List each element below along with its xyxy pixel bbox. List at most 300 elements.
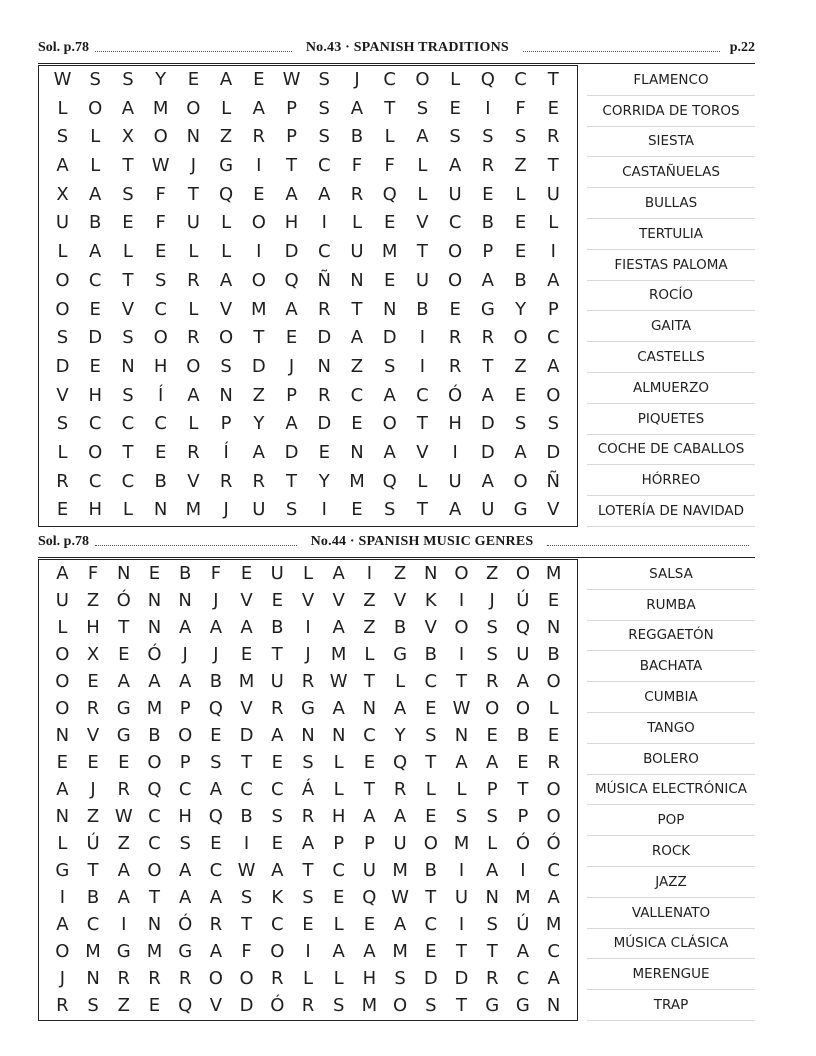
grid-letter[interactable]: A bbox=[547, 355, 560, 377]
grid-letter[interactable]: L bbox=[548, 212, 559, 234]
grid-letter[interactable]: D bbox=[251, 355, 266, 377]
grid-letter[interactable]: N bbox=[219, 384, 233, 406]
grid-letter[interactable]: A bbox=[89, 183, 102, 205]
grid-letter[interactable]: B bbox=[209, 671, 223, 692]
grid-letter[interactable]: Z bbox=[486, 563, 499, 584]
grid-letter[interactable]: E bbox=[384, 212, 396, 234]
grid-letter[interactable]: S bbox=[425, 725, 437, 746]
grid-letter[interactable]: V bbox=[332, 590, 345, 611]
grid-letter[interactable]: E bbox=[56, 499, 69, 521]
grid-letter[interactable]: F bbox=[515, 97, 526, 119]
grid-letter[interactable]: J bbox=[90, 779, 96, 800]
grid-letter[interactable]: S bbox=[332, 995, 345, 1016]
grid-letter[interactable]: D bbox=[284, 441, 299, 463]
grid-letter[interactable]: L bbox=[384, 126, 395, 148]
grid-letter[interactable]: L bbox=[333, 779, 344, 800]
grid-letter[interactable]: O bbox=[55, 644, 70, 665]
grid-letter[interactable]: E bbox=[384, 269, 396, 291]
grid-letter[interactable]: N bbox=[121, 355, 135, 377]
grid-letter[interactable]: L bbox=[417, 183, 428, 205]
grid-letter[interactable]: V bbox=[209, 995, 223, 1016]
grid-letter[interactable]: S bbox=[302, 752, 314, 773]
grid-letter[interactable]: C bbox=[317, 241, 331, 263]
grid-letter[interactable]: L bbox=[417, 155, 428, 177]
grid-letter[interactable]: M bbox=[361, 995, 378, 1016]
grid-letter[interactable]: S bbox=[486, 644, 498, 665]
grid-letter[interactable]: T bbox=[148, 887, 160, 908]
grid-letter[interactable]: V bbox=[393, 590, 407, 611]
grid-letter[interactable]: C bbox=[88, 269, 102, 291]
grid-letter[interactable]: E bbox=[547, 97, 559, 119]
grid-letter[interactable]: T bbox=[547, 155, 559, 177]
grid-letter[interactable]: S bbox=[383, 355, 396, 377]
grid-letter[interactable]: C bbox=[363, 725, 376, 746]
grid-letter[interactable]: F bbox=[351, 155, 363, 177]
grid-letter[interactable]: A bbox=[318, 183, 331, 205]
grid-letter[interactable]: O bbox=[546, 806, 561, 827]
grid-letter[interactable]: E bbox=[271, 590, 283, 611]
grid-letter[interactable]: L bbox=[188, 298, 199, 320]
grid-letter[interactable]: O bbox=[55, 671, 70, 692]
grid-letter[interactable]: T bbox=[425, 752, 437, 773]
grid-letter[interactable]: S bbox=[56, 327, 69, 349]
grid-letter[interactable]: L bbox=[221, 97, 232, 119]
grid-letter[interactable]: S bbox=[122, 384, 134, 406]
grid-letter[interactable]: M bbox=[381, 241, 398, 263]
grid-letter[interactable]: D bbox=[546, 441, 561, 463]
grid-letter[interactable]: O bbox=[251, 212, 266, 234]
grid-letter[interactable]: B bbox=[547, 644, 560, 665]
grid-letter[interactable]: C bbox=[154, 413, 167, 435]
grid-letter[interactable]: A bbox=[332, 563, 345, 584]
grid-letter[interactable]: N bbox=[546, 617, 561, 638]
grid-letter[interactable]: U bbox=[454, 887, 469, 908]
grid-letter[interactable]: S bbox=[514, 126, 527, 148]
grid-letter[interactable]: D bbox=[480, 413, 495, 435]
grid-letter[interactable]: E bbox=[210, 833, 222, 854]
grid-letter[interactable]: M bbox=[392, 941, 408, 962]
grid-letter[interactable]: W bbox=[329, 671, 348, 692]
grid-letter[interactable]: U bbox=[362, 860, 376, 881]
grid-letter[interactable]: Ñ bbox=[317, 269, 331, 291]
grid-letter[interactable]: R bbox=[187, 269, 200, 291]
grid-letter[interactable]: R bbox=[148, 968, 161, 989]
grid-letter[interactable]: I bbox=[366, 563, 373, 584]
grid-letter[interactable]: W bbox=[114, 806, 133, 827]
grid-letter[interactable]: U bbox=[270, 671, 284, 692]
grid-letter[interactable]: O bbox=[546, 384, 561, 406]
grid-letter[interactable]: G bbox=[513, 499, 528, 521]
grid-letter[interactable]: S bbox=[302, 887, 314, 908]
grid-letter[interactable]: S bbox=[122, 327, 134, 349]
grid-letter[interactable]: I bbox=[458, 644, 465, 665]
grid-letter[interactable]: L bbox=[487, 833, 498, 854]
grid-letter[interactable]: O bbox=[208, 968, 223, 989]
grid-letter[interactable]: A bbox=[179, 860, 192, 881]
grid-letter[interactable]: B bbox=[240, 806, 253, 827]
grid-letter[interactable]: S bbox=[482, 126, 494, 148]
grid-letter[interactable]: Q bbox=[178, 995, 193, 1016]
grid-letter[interactable]: L bbox=[333, 968, 344, 989]
grid-letter[interactable]: Z bbox=[363, 590, 376, 611]
grid-letter[interactable]: A bbox=[547, 269, 560, 291]
grid-letter[interactable]: R bbox=[187, 441, 200, 463]
grid-letter[interactable]: R bbox=[86, 698, 100, 719]
grid-letter[interactable]: G bbox=[219, 155, 234, 177]
grid-letter[interactable]: A bbox=[516, 941, 530, 962]
grid-letter[interactable]: E bbox=[514, 212, 527, 234]
grid-letter[interactable]: L bbox=[364, 644, 375, 665]
grid-letter[interactable]: Z bbox=[350, 355, 364, 377]
grid-letter[interactable]: J bbox=[489, 590, 495, 611]
grid-letter[interactable]: O bbox=[393, 995, 408, 1016]
grid-letter[interactable]: N bbox=[485, 887, 499, 908]
grid-letter[interactable]: G bbox=[515, 995, 530, 1016]
grid-letter[interactable]: A bbox=[285, 298, 298, 320]
grid-letter[interactable]: Ñ bbox=[546, 470, 561, 492]
grid-letter[interactable]: Z bbox=[514, 155, 527, 177]
grid-letter[interactable]: Ó bbox=[448, 384, 463, 406]
grid-letter[interactable]: A bbox=[56, 563, 69, 584]
grid-letter[interactable]: C bbox=[88, 413, 102, 435]
grid-letter[interactable]: T bbox=[187, 183, 199, 205]
grid-letter[interactable]: A bbox=[481, 269, 494, 291]
grid-letter[interactable]: A bbox=[481, 470, 494, 492]
grid-letter[interactable]: S bbox=[425, 995, 437, 1016]
grid-letter[interactable]: B bbox=[416, 298, 429, 320]
grid-letter[interactable]: N bbox=[147, 617, 162, 638]
grid-letter[interactable]: P bbox=[286, 384, 297, 406]
grid-letter[interactable]: O bbox=[178, 725, 193, 746]
grid-letter[interactable]: S bbox=[486, 806, 498, 827]
grid-letter[interactable]: S bbox=[285, 499, 298, 521]
grid-letter[interactable]: E bbox=[56, 752, 69, 773]
grid-letter[interactable]: A bbox=[209, 617, 223, 638]
grid-letter[interactable]: N bbox=[147, 590, 162, 611]
grid-letter[interactable]: I bbox=[305, 617, 311, 638]
grid-letter[interactable]: C bbox=[424, 671, 438, 692]
grid-letter[interactable]: K bbox=[424, 590, 437, 611]
grid-letter[interactable]: L bbox=[90, 155, 101, 177]
grid-letter[interactable]: Ó bbox=[270, 995, 285, 1016]
grid-letter[interactable]: F bbox=[384, 155, 395, 177]
grid-letter[interactable]: L bbox=[122, 241, 133, 263]
grid-letter[interactable]: A bbox=[301, 833, 315, 854]
grid-letter[interactable]: A bbox=[209, 941, 223, 962]
grid-letter[interactable]: T bbox=[271, 644, 283, 665]
grid-letter[interactable]: H bbox=[362, 968, 377, 989]
grid-letter[interactable]: A bbox=[350, 97, 364, 119]
grid-letter[interactable]: A bbox=[271, 860, 284, 881]
grid-letter[interactable]: M bbox=[453, 833, 470, 854]
grid-letter[interactable]: O bbox=[147, 860, 162, 881]
grid-letter[interactable]: S bbox=[179, 833, 191, 854]
grid-letter[interactable]: R bbox=[252, 470, 266, 492]
grid-letter[interactable]: M bbox=[545, 563, 562, 584]
grid-letter[interactable]: F bbox=[210, 563, 222, 584]
grid-letter[interactable]: W bbox=[391, 887, 409, 908]
grid-letter[interactable]: G bbox=[55, 860, 70, 881]
grid-letter[interactable]: E bbox=[547, 590, 560, 611]
grid-letter[interactable]: Ó bbox=[515, 833, 530, 854]
grid-letter[interactable]: O bbox=[147, 752, 162, 773]
grid-letter[interactable]: C bbox=[448, 212, 462, 234]
grid-letter[interactable]: S bbox=[318, 126, 330, 148]
grid-letter[interactable]: E bbox=[271, 833, 283, 854]
grid-letter[interactable]: M bbox=[515, 887, 531, 908]
grid-letter[interactable]: N bbox=[117, 563, 131, 584]
grid-letter[interactable]: A bbox=[383, 441, 396, 463]
grid-letter[interactable]: Ú bbox=[516, 914, 530, 935]
grid-letter[interactable]: E bbox=[332, 887, 345, 908]
grid-letter[interactable]: G bbox=[480, 298, 495, 320]
grid-letter[interactable]: W bbox=[282, 69, 301, 90]
grid-letter[interactable]: N bbox=[186, 126, 201, 148]
grid-letter[interactable]: A bbox=[240, 617, 253, 638]
grid-letter[interactable]: I bbox=[59, 887, 65, 908]
grid-letter[interactable]: E bbox=[118, 752, 130, 773]
grid-letter[interactable]: C bbox=[332, 860, 345, 881]
grid-letter[interactable]: U bbox=[415, 269, 429, 291]
grid-letter[interactable]: M bbox=[146, 941, 163, 962]
grid-letter[interactable]: D bbox=[284, 241, 299, 263]
grid-letter[interactable]: N bbox=[153, 499, 168, 521]
grid-letter[interactable]: J bbox=[182, 644, 188, 665]
grid-letter[interactable]: S bbox=[220, 355, 232, 377]
grid-letter[interactable]: L bbox=[302, 968, 313, 989]
grid-letter[interactable]: E bbox=[514, 384, 527, 406]
grid-letter[interactable]: P bbox=[179, 752, 191, 773]
grid-letter[interactable]: T bbox=[416, 241, 428, 263]
grid-letter[interactable]: Y bbox=[515, 298, 527, 320]
grid-letter[interactable]: R bbox=[271, 698, 284, 719]
grid-letter[interactable]: S bbox=[318, 97, 330, 119]
grid-letter[interactable]: U bbox=[186, 212, 200, 234]
grid-letter[interactable]: L bbox=[333, 752, 344, 773]
grid-letter[interactable]: R bbox=[481, 327, 495, 349]
grid-letter[interactable]: H bbox=[88, 384, 102, 406]
grid-letter[interactable]: A bbox=[56, 914, 69, 935]
grid-letter[interactable]: L bbox=[57, 241, 68, 263]
grid-letter[interactable]: V bbox=[547, 499, 560, 521]
grid-letter[interactable]: L bbox=[351, 212, 362, 234]
grid-letter[interactable]: N bbox=[382, 298, 397, 320]
grid-letter[interactable]: E bbox=[253, 69, 265, 90]
grid-letter[interactable]: L bbox=[221, 241, 232, 263]
grid-letter[interactable]: S bbox=[122, 183, 134, 205]
grid-letter[interactable]: E bbox=[351, 499, 363, 521]
grid-letter[interactable]: C bbox=[121, 413, 135, 435]
grid-letter[interactable]: U bbox=[481, 499, 495, 521]
grid-letter[interactable]: I bbox=[458, 590, 465, 611]
grid-letter[interactable]: C bbox=[86, 914, 100, 935]
grid-letter[interactable]: C bbox=[317, 155, 331, 177]
grid-letter[interactable]: N bbox=[454, 725, 469, 746]
grid-letter[interactable]: Z bbox=[219, 126, 233, 148]
grid-letter[interactable]: E bbox=[148, 995, 161, 1016]
grid-letter[interactable]: J bbox=[213, 644, 219, 665]
grid-letter[interactable]: L bbox=[395, 671, 406, 692]
grid-letter[interactable]: H bbox=[86, 617, 100, 638]
grid-letter[interactable]: A bbox=[448, 155, 462, 177]
grid-letter[interactable]: U bbox=[448, 183, 462, 205]
grid-letter[interactable]: E bbox=[547, 725, 560, 746]
grid-letter[interactable]: L bbox=[548, 698, 559, 719]
grid-letter[interactable]: A bbox=[117, 887, 130, 908]
grid-letter[interactable]: C bbox=[148, 806, 161, 827]
grid-letter[interactable]: X bbox=[86, 644, 100, 665]
grid-letter[interactable]: O bbox=[485, 698, 500, 719]
grid-letter[interactable]: H bbox=[153, 355, 168, 377]
grid-letter[interactable]: S bbox=[514, 413, 527, 435]
grid-letter[interactable]: O bbox=[153, 126, 168, 148]
grid-letter[interactable]: D bbox=[454, 968, 469, 989]
grid-letter[interactable]: S bbox=[240, 887, 253, 908]
grid-letter[interactable]: R bbox=[301, 995, 315, 1016]
grid-letter[interactable]: V bbox=[301, 590, 315, 611]
grid-letter[interactable]: A bbox=[481, 384, 494, 406]
grid-letter[interactable]: I bbox=[256, 155, 262, 177]
grid-letter[interactable]: P bbox=[486, 779, 498, 800]
grid-letter[interactable]: W bbox=[237, 860, 256, 881]
grid-letter[interactable]: R bbox=[301, 671, 315, 692]
grid-letter[interactable]: C bbox=[88, 470, 102, 492]
grid-letter[interactable]: C bbox=[178, 779, 192, 800]
grid-letter[interactable]: O bbox=[546, 671, 561, 692]
grid-letter[interactable]: C bbox=[547, 860, 560, 881]
grid-letter[interactable]: A bbox=[393, 914, 407, 935]
grid-letter[interactable]: C bbox=[424, 914, 438, 935]
grid-letter[interactable]: E bbox=[118, 644, 130, 665]
grid-letter[interactable]: A bbox=[363, 941, 376, 962]
grid-letter[interactable]: P bbox=[333, 833, 345, 854]
grid-letter[interactable]: N bbox=[362, 698, 377, 719]
grid-letter[interactable]: Y bbox=[318, 470, 330, 492]
grid-letter[interactable]: A bbox=[271, 725, 284, 746]
grid-letter[interactable]: T bbox=[122, 155, 134, 177]
grid-letter[interactable]: Z bbox=[252, 384, 265, 406]
grid-letter[interactable]: R bbox=[485, 968, 499, 989]
grid-letter[interactable]: R bbox=[317, 384, 331, 406]
grid-letter[interactable]: N bbox=[178, 590, 192, 611]
grid-letter[interactable]: T bbox=[286, 155, 298, 177]
grid-letter[interactable]: P bbox=[220, 413, 232, 435]
grid-letter[interactable]: Q bbox=[382, 183, 397, 205]
grid-letter[interactable]: A bbox=[486, 752, 499, 773]
grid-letter[interactable]: A bbox=[416, 126, 429, 148]
grid-letter[interactable]: D bbox=[239, 995, 254, 1016]
grid-letter[interactable]: O bbox=[513, 470, 528, 492]
grid-letter[interactable]: H bbox=[448, 413, 462, 435]
grid-letter[interactable]: B bbox=[393, 617, 407, 638]
grid-letter[interactable]: V bbox=[240, 590, 253, 611]
grid-letter[interactable]: T bbox=[253, 327, 265, 349]
grid-letter[interactable]: E bbox=[302, 914, 314, 935]
grid-letter[interactable]: A bbox=[89, 241, 102, 263]
grid-letter[interactable]: A bbox=[219, 269, 233, 291]
grid-letter[interactable]: T bbox=[363, 671, 375, 692]
grid-letter[interactable]: R bbox=[350, 183, 364, 205]
grid-letter[interactable]: P bbox=[547, 298, 559, 320]
grid-letter[interactable]: E bbox=[154, 241, 167, 263]
grid-letter[interactable]: E bbox=[351, 413, 363, 435]
grid-letter[interactable]: T bbox=[118, 617, 130, 638]
grid-letter[interactable]: G bbox=[116, 698, 131, 719]
grid-letter[interactable]: A bbox=[285, 183, 298, 205]
grid-letter[interactable]: O bbox=[55, 698, 70, 719]
grid-letter[interactable]: A bbox=[117, 860, 130, 881]
grid-letter[interactable]: E bbox=[187, 69, 200, 90]
grid-letter[interactable]: M bbox=[349, 470, 365, 492]
grid-letter[interactable]: E bbox=[318, 441, 330, 463]
grid-letter[interactable]: T bbox=[486, 941, 498, 962]
grid-letter[interactable]: T bbox=[241, 914, 253, 935]
grid-letter[interactable]: G bbox=[178, 941, 193, 962]
grid-letter[interactable]: C bbox=[514, 69, 527, 90]
grid-letter[interactable]: A bbox=[219, 69, 233, 90]
grid-letter[interactable]: Z bbox=[117, 995, 130, 1016]
grid-letter[interactable]: F bbox=[87, 563, 99, 584]
grid-letter[interactable]: A bbox=[209, 779, 223, 800]
grid-letter[interactable]: J bbox=[59, 968, 65, 989]
grid-letter[interactable]: L bbox=[90, 126, 101, 148]
grid-letter[interactable]: L bbox=[450, 69, 461, 90]
grid-letter[interactable]: R bbox=[481, 155, 495, 177]
grid-letter[interactable]: E bbox=[425, 806, 437, 827]
grid-letter[interactable]: T bbox=[363, 779, 375, 800]
grid-letter[interactable]: T bbox=[482, 355, 494, 377]
grid-letter[interactable]: Q bbox=[393, 752, 408, 773]
grid-letter[interactable]: C bbox=[416, 384, 429, 406]
grid-letter[interactable]: A bbox=[121, 97, 135, 119]
grid-letter[interactable]: T bbox=[384, 97, 396, 119]
grid-letter[interactable]: H bbox=[88, 499, 102, 521]
grid-letter[interactable]: A bbox=[252, 97, 265, 119]
grid-letter[interactable]: F bbox=[155, 183, 166, 205]
grid-letter[interactable]: A bbox=[252, 441, 265, 463]
grid-letter[interactable]: O bbox=[513, 327, 528, 349]
grid-letter[interactable]: E bbox=[486, 725, 498, 746]
grid-letter[interactable]: Q bbox=[208, 698, 223, 719]
grid-letter[interactable]: J bbox=[190, 155, 197, 177]
grid-letter[interactable]: P bbox=[517, 806, 529, 827]
grid-letter[interactable]: E bbox=[210, 725, 222, 746]
grid-letter[interactable]: O bbox=[546, 779, 561, 800]
grid-letter[interactable]: Ú bbox=[516, 590, 530, 611]
grid-letter[interactable]: I bbox=[458, 914, 465, 935]
grid-letter[interactable]: A bbox=[148, 671, 161, 692]
grid-letter[interactable]: B bbox=[514, 269, 527, 291]
grid-letter[interactable]: D bbox=[480, 441, 495, 463]
grid-letter[interactable]: N bbox=[546, 995, 561, 1016]
grid-letter[interactable]: C bbox=[154, 298, 167, 320]
grid-letter[interactable]: S bbox=[486, 617, 498, 638]
grid-letter[interactable]: Q bbox=[219, 183, 234, 205]
grid-letter[interactable]: Y bbox=[155, 69, 167, 90]
grid-letter[interactable]: X bbox=[121, 126, 135, 148]
grid-letter[interactable]: R bbox=[317, 298, 331, 320]
grid-letter[interactable]: B bbox=[516, 725, 530, 746]
grid-letter[interactable]: N bbox=[350, 441, 364, 463]
grid-letter[interactable]: B bbox=[424, 644, 437, 665]
grid-letter[interactable]: L bbox=[188, 413, 199, 435]
grid-letter[interactable]: L bbox=[333, 914, 344, 935]
grid-letter[interactable]: O bbox=[454, 563, 469, 584]
grid-letter[interactable]: T bbox=[517, 779, 529, 800]
grid-letter[interactable]: D bbox=[317, 327, 332, 349]
grid-letter[interactable]: N bbox=[424, 563, 438, 584]
grid-letter[interactable]: Ó bbox=[116, 590, 131, 611]
